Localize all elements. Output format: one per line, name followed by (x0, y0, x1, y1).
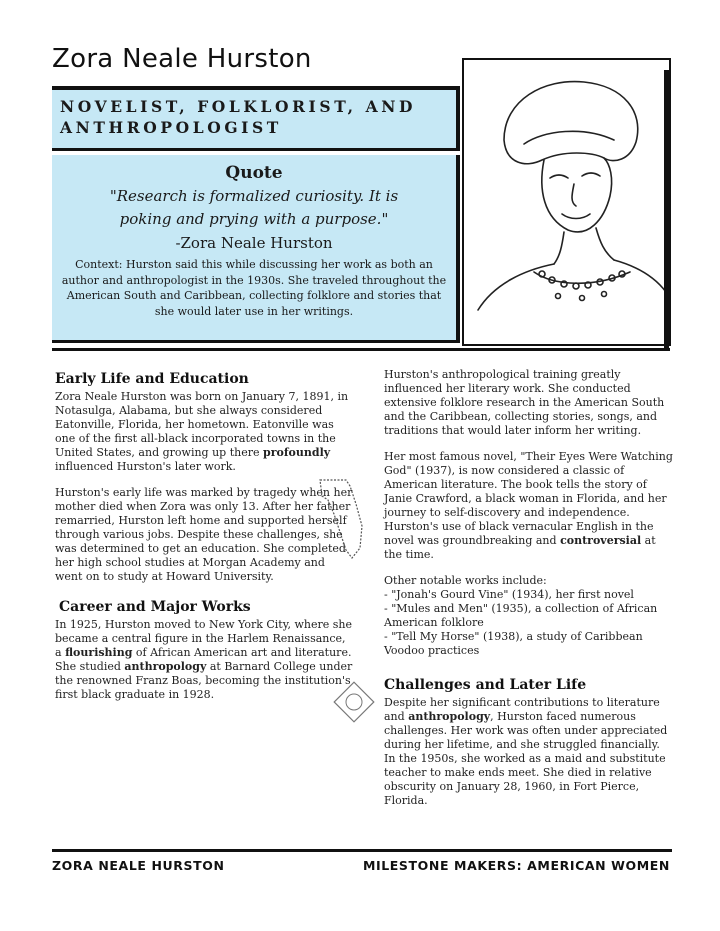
early-life-bold-term: profoundly (263, 446, 331, 459)
challenges-text-b: , Hurston faced numerous challenges. Her work was often under appreciated during her lifetime, and she struggled financially. In the 1950s, she worked as a maid and substitute teacher to make ends meet. She died in relative obscurity on January 28, 1960, in Fort Pierce, Florida. (384, 710, 668, 807)
badge-icon (332, 680, 376, 724)
early-life-paragraph-1 (55, 390, 355, 474)
portrait-illustration (464, 60, 669, 344)
challenges-text-a: Despite her significant contributions to literature and (384, 696, 660, 723)
florida-map-icon (316, 474, 366, 564)
novel-text-b: at the time. (384, 534, 656, 561)
training-paragraph: Hurston's anthropological training greatly influenced her literary work. She conducted extensive folklore research in the American South and the Caribbean, collecting stories, songs, and traditions that would later inform her writing. (384, 368, 665, 437)
subtitle-line-2: ANTHROPOLOGIST (60, 118, 282, 137)
career-text-c: at Barnard College under the renowned Franz Boas, becoming the institution's first black graduate in 1928. (55, 660, 353, 701)
quote-heading: Quote (225, 163, 283, 183)
subtitle (60, 96, 416, 138)
early-life-text-b: influenced Hurston's later work. (55, 460, 236, 473)
career-bold-term-1: flourishing (65, 646, 133, 659)
novel-paragraph (384, 450, 674, 562)
quote-box (52, 155, 460, 343)
quote-context: Context: Hurston said this while discussing her work as both an author and anthropologist in the 1930s. She traveled throughout the American South and Caribbean, collecting folklore and stories that she would later use in her writings. (61, 258, 447, 318)
portrait-frame-shadow (664, 70, 669, 348)
challenges-bold-term: anthropology (408, 710, 491, 723)
career-paragraph (55, 618, 355, 702)
works-list (384, 574, 674, 658)
quote-line-1: "Research is formalized curiosity. It is (109, 187, 399, 205)
page-title: Zora Neale Hurston (52, 44, 312, 74)
career-text-b: of African American art and literature. She studied (55, 646, 352, 673)
novel-text-a: Her most famous novel, "Their Eyes Were Watching God" (1937), is now considered a classic of American literature. The book tells the story of Janie Crawford, a black woman in Florida, and her journey to self-discovery and independence. Hurston's use of black vernacular English in the novel was groundbreaking and (384, 450, 673, 547)
early-life-heading: Early Life and Education (55, 371, 249, 387)
footer-rule (52, 849, 672, 852)
novel-bold-term: controversial (560, 534, 642, 547)
works-item: - "Mules and Men" (1935), a collection of African American folklore (384, 602, 658, 629)
subtitle-line-1: NOVELIST, FOLKLORIST, AND (60, 97, 417, 116)
portrait-frame (462, 58, 671, 346)
career-heading: Career and Major Works (59, 599, 251, 615)
quote-text (52, 185, 456, 231)
works-item: - "Tell My Horse" (1938), a study of Caribbean Voodoo practices (384, 630, 643, 657)
challenges-paragraph (384, 696, 674, 808)
footer-left: ZORA NEALE HURSTON (52, 858, 225, 873)
section-rule (52, 348, 670, 351)
right-column (384, 368, 674, 820)
career-text-a: In 1925, Hurston moved to New York City, where she became a central figure in the Harlem Renaissance, a (55, 618, 352, 659)
footer-right: MILESTONE MAKERS: AMERICAN WOMEN (362, 858, 670, 873)
challenges-heading: Challenges and Later Life (384, 677, 587, 693)
works-intro: Other notable works include: (384, 574, 547, 587)
early-life-paragraph-2: Hurston's early life was marked by tragedy when her mother died when Zora was only 13. After her father remarried, Hurston left home and supported herself through various jobs. Despite these challenges, she was determined to get an education. She completed her high school studies at Morgan Academy and went on to study at Howard University. (55, 486, 353, 583)
subtitle-banner (52, 90, 460, 151)
quote-author: -Zora Neale Hurston (175, 234, 333, 252)
career-bold-term-2: anthropology (124, 660, 207, 673)
works-item: - "Jonah's Gourd Vine" (1934), her first novel (384, 588, 634, 601)
left-column (55, 370, 355, 714)
quote-line-2: poking and prying with a purpose." (119, 210, 389, 228)
early-life-text-a: Zora Neale Hurston was born on January 7, 1891, in Notasulga, Alabama, but she always considered Eatonville, Florida, her hometown. Eatonville was one of the first all-black incorporated towns in the United States, and growing up there (55, 390, 349, 459)
